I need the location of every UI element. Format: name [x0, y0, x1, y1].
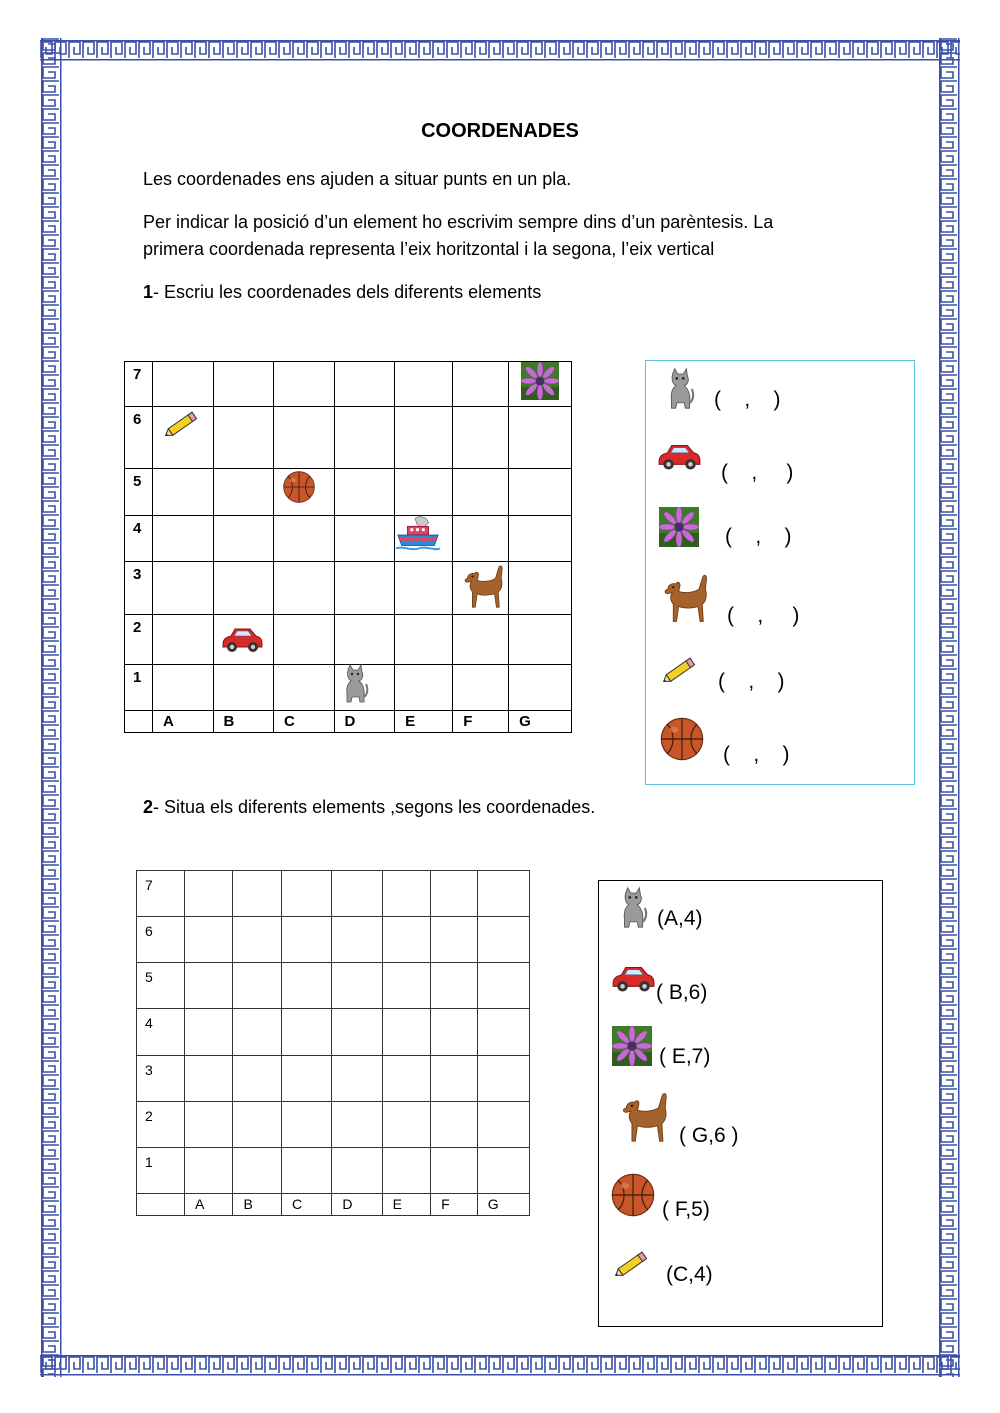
- grid-cell[interactable]: [382, 1009, 430, 1055]
- col-label: A: [185, 1193, 233, 1215]
- grid-cell[interactable]: [185, 1101, 233, 1147]
- col-label: F: [453, 711, 509, 733]
- grid-cell[interactable]: [281, 1055, 331, 1101]
- greek-key-border-bottom: [40, 1353, 960, 1377]
- grid-cell: [274, 665, 335, 711]
- grid-cell[interactable]: [431, 1055, 478, 1101]
- grid-cell[interactable]: [382, 1055, 430, 1101]
- grid-cell: [453, 362, 509, 407]
- grid-cell[interactable]: [431, 1147, 478, 1193]
- question-2-number: 2: [143, 797, 154, 817]
- col-label: E: [382, 1193, 430, 1215]
- corner-cell: [137, 1193, 185, 1215]
- grid-cell[interactable]: [382, 1147, 430, 1193]
- grid-cell[interactable]: [431, 917, 478, 963]
- grid-cell[interactable]: [233, 1009, 281, 1055]
- car-icon: [656, 440, 702, 474]
- grid-cell: [334, 562, 395, 615]
- greek-key-border-right: [938, 38, 960, 1377]
- pencil-icon: [660, 654, 700, 686]
- car-icon: [610, 962, 656, 996]
- grid-cell: [395, 469, 453, 516]
- grid-cell: [274, 407, 335, 469]
- grid-cell[interactable]: [431, 1101, 478, 1147]
- grid-cell[interactable]: [477, 963, 529, 1009]
- explanation-line-2: primera coordenada representa l’eix horitzontal i la segona, l’eix vertical: [143, 239, 715, 259]
- flower-icon: [658, 507, 700, 547]
- row-label: 6: [137, 917, 185, 963]
- col-label: A: [153, 711, 214, 733]
- col-label: E: [395, 711, 453, 733]
- clue-text: (C,4): [666, 1263, 713, 1286]
- answer-blank[interactable]: ( , ): [723, 743, 790, 766]
- greek-key-border-top: [40, 38, 960, 62]
- answer-blank[interactable]: ( , ): [727, 604, 800, 627]
- grid-cell: [274, 615, 335, 665]
- grid-cell[interactable]: [281, 1009, 331, 1055]
- grid-cell: [334, 615, 395, 665]
- grid-cell[interactable]: [185, 1055, 233, 1101]
- grid-cell: [213, 362, 274, 407]
- answer-blank[interactable]: ( , ): [718, 670, 785, 693]
- grid-cell[interactable]: [281, 871, 331, 917]
- ball-icon: [282, 470, 316, 504]
- grid-cell: [395, 362, 453, 407]
- grid-cell[interactable]: [185, 917, 233, 963]
- greek-key-border-left: [40, 38, 62, 1377]
- grid-cell: [509, 516, 572, 562]
- grid-cell[interactable]: [281, 917, 331, 963]
- grid-cell: [213, 407, 274, 469]
- grid-cell[interactable]: [332, 917, 382, 963]
- grid-cell: [509, 665, 572, 711]
- grid-cell: [213, 516, 274, 562]
- grid-cell[interactable]: [233, 1147, 281, 1193]
- grid-cell[interactable]: [233, 1055, 281, 1101]
- grid-cell: [395, 615, 453, 665]
- grid-cell: [395, 562, 453, 615]
- answer-blank[interactable]: ( , ): [714, 388, 781, 411]
- question-2-text: - Situa els diferents elements ,segons les coordenades.: [153, 797, 596, 817]
- grid-cell: [453, 665, 509, 711]
- grid-cell: [334, 516, 395, 562]
- question-1: [143, 279, 883, 306]
- flower-icon: [611, 1026, 653, 1066]
- grid-cell: [453, 615, 509, 665]
- grid-cell: [153, 516, 214, 562]
- page-title: COORDENADES: [421, 120, 579, 142]
- grid-cell[interactable]: [382, 963, 430, 1009]
- clue-text: (A,4): [657, 907, 703, 930]
- grid-cell[interactable]: [431, 963, 478, 1009]
- ball-icon: [610, 1172, 656, 1218]
- grid-cell[interactable]: [332, 963, 382, 1009]
- grid-cell[interactable]: [185, 871, 233, 917]
- grid-cell[interactable]: [233, 1101, 281, 1147]
- grid-cell[interactable]: [477, 1055, 529, 1101]
- grid-cell: [274, 362, 335, 407]
- grid-cell[interactable]: [477, 1009, 529, 1055]
- col-label: B: [233, 1193, 281, 1215]
- grid-cell[interactable]: [281, 1101, 331, 1147]
- grid-cell[interactable]: [281, 963, 331, 1009]
- cat-icon: [340, 663, 370, 705]
- row-label: 1: [125, 665, 153, 711]
- question-1-number: 1: [143, 282, 154, 302]
- grid-cell: [334, 362, 395, 407]
- grid-cell[interactable]: [233, 963, 281, 1009]
- row-label: 6: [125, 407, 153, 469]
- grid-cell[interactable]: [477, 1101, 529, 1147]
- dog-icon: [458, 560, 506, 616]
- col-label: F: [431, 1193, 478, 1215]
- grid-cell[interactable]: [185, 963, 233, 1009]
- question-1-text: - Escriu les coordenades dels diferents elements: [153, 282, 542, 302]
- col-label: B: [213, 711, 274, 733]
- grid-cell[interactable]: [431, 871, 478, 917]
- pencil-icon: [162, 408, 202, 440]
- grid-cell: [395, 407, 453, 469]
- grid-cell[interactable]: [332, 1055, 382, 1101]
- grid-cell: [509, 469, 572, 516]
- grid-cell: [213, 665, 274, 711]
- grid-cell[interactable]: [431, 1009, 478, 1055]
- answer-blank[interactable]: ( , ): [721, 461, 794, 484]
- row-label: 2: [137, 1101, 185, 1147]
- ball-icon: [659, 716, 705, 762]
- cat-icon: [617, 886, 649, 930]
- col-label: G: [509, 711, 572, 733]
- pencil-icon: [612, 1248, 652, 1280]
- grid-cell[interactable]: [332, 1009, 382, 1055]
- row-label: 2: [125, 615, 153, 665]
- intro-text: Les coordenades ens ajuden a situar punts en un pla.: [143, 169, 572, 189]
- grid-cell: [274, 562, 335, 615]
- col-label: D: [332, 1193, 382, 1215]
- clue-text: ( F,5): [662, 1198, 710, 1221]
- answer-blank[interactable]: ( , ): [725, 525, 792, 548]
- clue-text: ( B,6): [656, 981, 708, 1004]
- grid-cell: [509, 407, 572, 469]
- grid-cell: [509, 562, 572, 615]
- grid-cell[interactable]: [477, 871, 529, 917]
- grid-cell[interactable]: [281, 1147, 331, 1193]
- grid-cell[interactable]: [233, 917, 281, 963]
- grid-cell: [153, 362, 214, 407]
- grid-cell: [153, 615, 214, 665]
- grid-cell[interactable]: [332, 871, 382, 917]
- grid-cell: [274, 516, 335, 562]
- row-label: 7: [137, 871, 185, 917]
- row-label: 4: [125, 516, 153, 562]
- grid-cell[interactable]: [233, 871, 281, 917]
- grid-cell: [153, 665, 214, 711]
- row-label: 4: [137, 1009, 185, 1055]
- grid-cell: [395, 665, 453, 711]
- grid-cell[interactable]: [382, 917, 430, 963]
- grid-cell[interactable]: [185, 1009, 233, 1055]
- dog-icon: [656, 570, 712, 630]
- clue-text: ( G,6 ): [679, 1124, 739, 1147]
- grid-cell: [453, 407, 509, 469]
- grid-cell: [153, 562, 214, 615]
- grid-cell: [213, 469, 274, 516]
- grid-cell[interactable]: [477, 917, 529, 963]
- coordinate-grid-2: [136, 870, 530, 1216]
- grid-cell: [334, 407, 395, 469]
- grid-cell[interactable]: [382, 1101, 430, 1147]
- grid-cell: [509, 615, 572, 665]
- col-label: G: [477, 1193, 529, 1215]
- row-label: 5: [125, 469, 153, 516]
- flower-icon: [519, 362, 561, 400]
- grid-cell[interactable]: [477, 1147, 529, 1193]
- col-label: D: [334, 711, 395, 733]
- col-label: C: [274, 711, 335, 733]
- corner-cell: [125, 711, 153, 733]
- row-label: 3: [137, 1055, 185, 1101]
- row-label: 7: [125, 362, 153, 407]
- row-label: 5: [137, 963, 185, 1009]
- boat-icon: [394, 514, 442, 554]
- grid-cell[interactable]: [185, 1147, 233, 1193]
- grid-cell[interactable]: [332, 1101, 382, 1147]
- cat-icon: [664, 367, 696, 411]
- grid-cell: [153, 469, 214, 516]
- dog-icon: [614, 1088, 672, 1150]
- row-label: 1: [137, 1147, 185, 1193]
- row-label: 3: [125, 562, 153, 615]
- grid-cell[interactable]: [332, 1147, 382, 1193]
- grid-cell: [213, 562, 274, 615]
- grid-cell: [453, 516, 509, 562]
- question-2: [143, 794, 883, 821]
- grid-cell: [334, 469, 395, 516]
- car-icon: [220, 624, 264, 656]
- clue-text: ( E,7): [659, 1045, 711, 1068]
- col-label: C: [281, 1193, 331, 1215]
- grid-cell[interactable]: [382, 871, 430, 917]
- grid-cell: [453, 469, 509, 516]
- explanation-line-1: Per indicar la posició d’un element ho escrivim sempre dins d’un parèntesis. La: [143, 212, 774, 232]
